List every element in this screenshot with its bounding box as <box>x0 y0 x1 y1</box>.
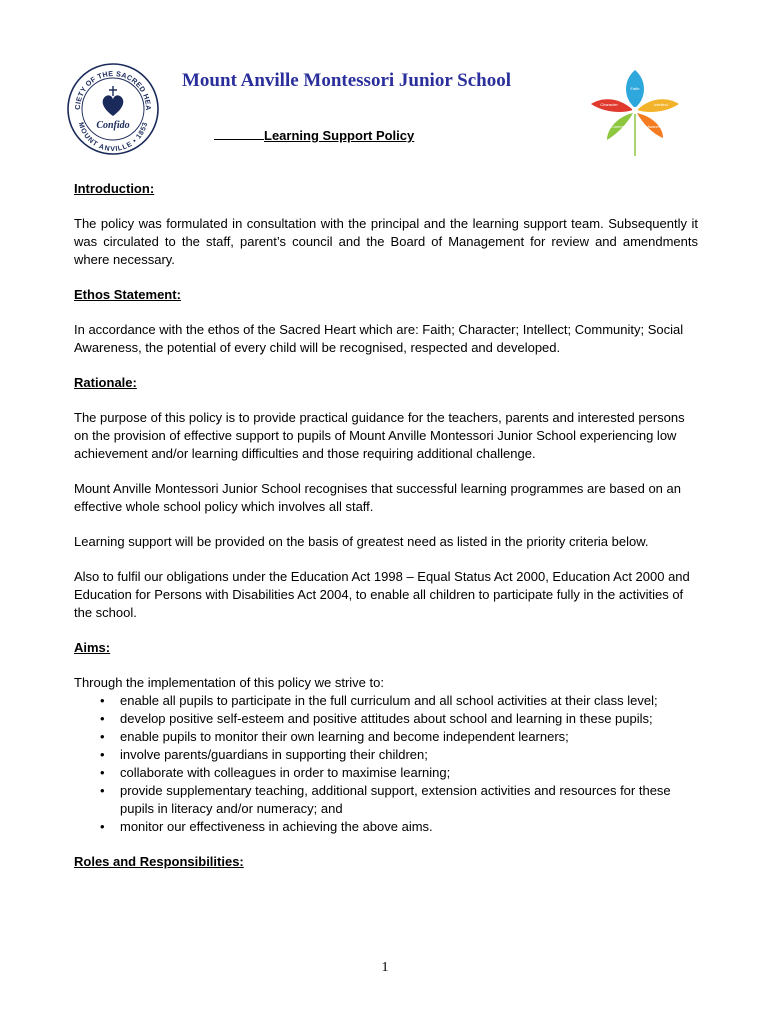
policy-title-text: Learning Support Policy <box>264 128 415 143</box>
ethos-heading: Ethos Statement: <box>74 287 181 302</box>
aims-list-item: • monitor our effectiveness in achieving the above aims. <box>120 818 698 836</box>
document-body <box>74 180 698 871</box>
policy-title <box>214 127 414 143</box>
introduction-heading: Introduction: <box>74 181 155 196</box>
sacred-heart-values-flower-logo <box>585 68 685 160</box>
aims-list <box>74 692 698 836</box>
svg-text:Social Awareness: Social Awareness <box>636 125 666 129</box>
svg-text:Intellect: Intellect <box>654 102 668 107</box>
aims-list-item: • enable pupils to monitor their own learning and become independent learners; <box>120 728 698 746</box>
aims-intro: Through the implementation of this policy we strive to: <box>74 675 384 690</box>
roles-heading: Roles and Responsibilities: <box>74 854 244 869</box>
crest-ring-top-text: CIETY OF THE SACRED HEA <box>72 68 154 111</box>
rationale-paragraph-1: The purpose of this policy is to provide practical guidance for the teachers, parents and interested persons on the provision of effective support to pupils of Mount Anville Montessori Junior School experiencing low achievement and/or learning difficulties and those requiring additional challenge. <box>74 410 685 461</box>
crest-motto: Confido <box>96 120 130 131</box>
aims-list-item: • involve parents/guardians in supporting their children; <box>120 746 698 764</box>
crest-ring-bottom-text: MOUNT ANVILLE • 1853 <box>76 121 150 154</box>
aims-list-item: • enable all pupils to participate in the full curriculum and all school activities at their class level; <box>120 692 698 710</box>
page-number: 1 <box>381 960 389 975</box>
rationale-paragraph-2: Mount Anville Montessori Junior School recognises that successful learning programmes are based on an effective whole school policy which involves all staff. <box>74 481 681 514</box>
title-underline-lead <box>214 127 264 140</box>
aims-list-item: • develop positive self-esteem and positive attitudes about school and learning in these pupils; <box>120 710 698 728</box>
introduction-paragraph: The policy was formulated in consultation with the principal and the learning support team. Subsequently it was circulated to the staff, parent’s council and the Board of Management for review and amendments where necessary. <box>74 216 698 267</box>
svg-text:Faith: Faith <box>630 86 640 91</box>
school-crest-logo <box>66 62 160 156</box>
svg-text:Community: Community <box>610 124 632 129</box>
svg-text:Character: Character <box>600 102 618 107</box>
aims-list-item: • collaborate with colleagues in order to maximise learning; <box>120 764 698 782</box>
ethos-paragraph: In accordance with the ethos of the Sacred Heart which are: Faith; Character; Intellect; Community; Social Awareness, the potential of every child will be recognised, respected and developed. <box>74 322 684 355</box>
rationale-paragraph-4: Also to fulfil our obligations under the Education Act 1998 – Equal Status Act 2000, Education Act 2000 and Education for Persons with Disabilities Act 2004, to enable all children to participate fully in the activities of the school. <box>74 569 690 620</box>
aims-list-item: • provide supplementary teaching, additional support, extension activities and resources for these pupils in literacy and/or numeracy; and <box>120 782 698 818</box>
rationale-heading: Rationale: <box>74 375 137 390</box>
rationale-paragraph-3: Learning support will be provided on the basis of greatest need as listed in the priority criteria below. <box>74 534 649 549</box>
school-name-title: Mount Anville Montessori Junior School <box>182 70 512 91</box>
aims-heading: Aims: <box>74 640 111 655</box>
